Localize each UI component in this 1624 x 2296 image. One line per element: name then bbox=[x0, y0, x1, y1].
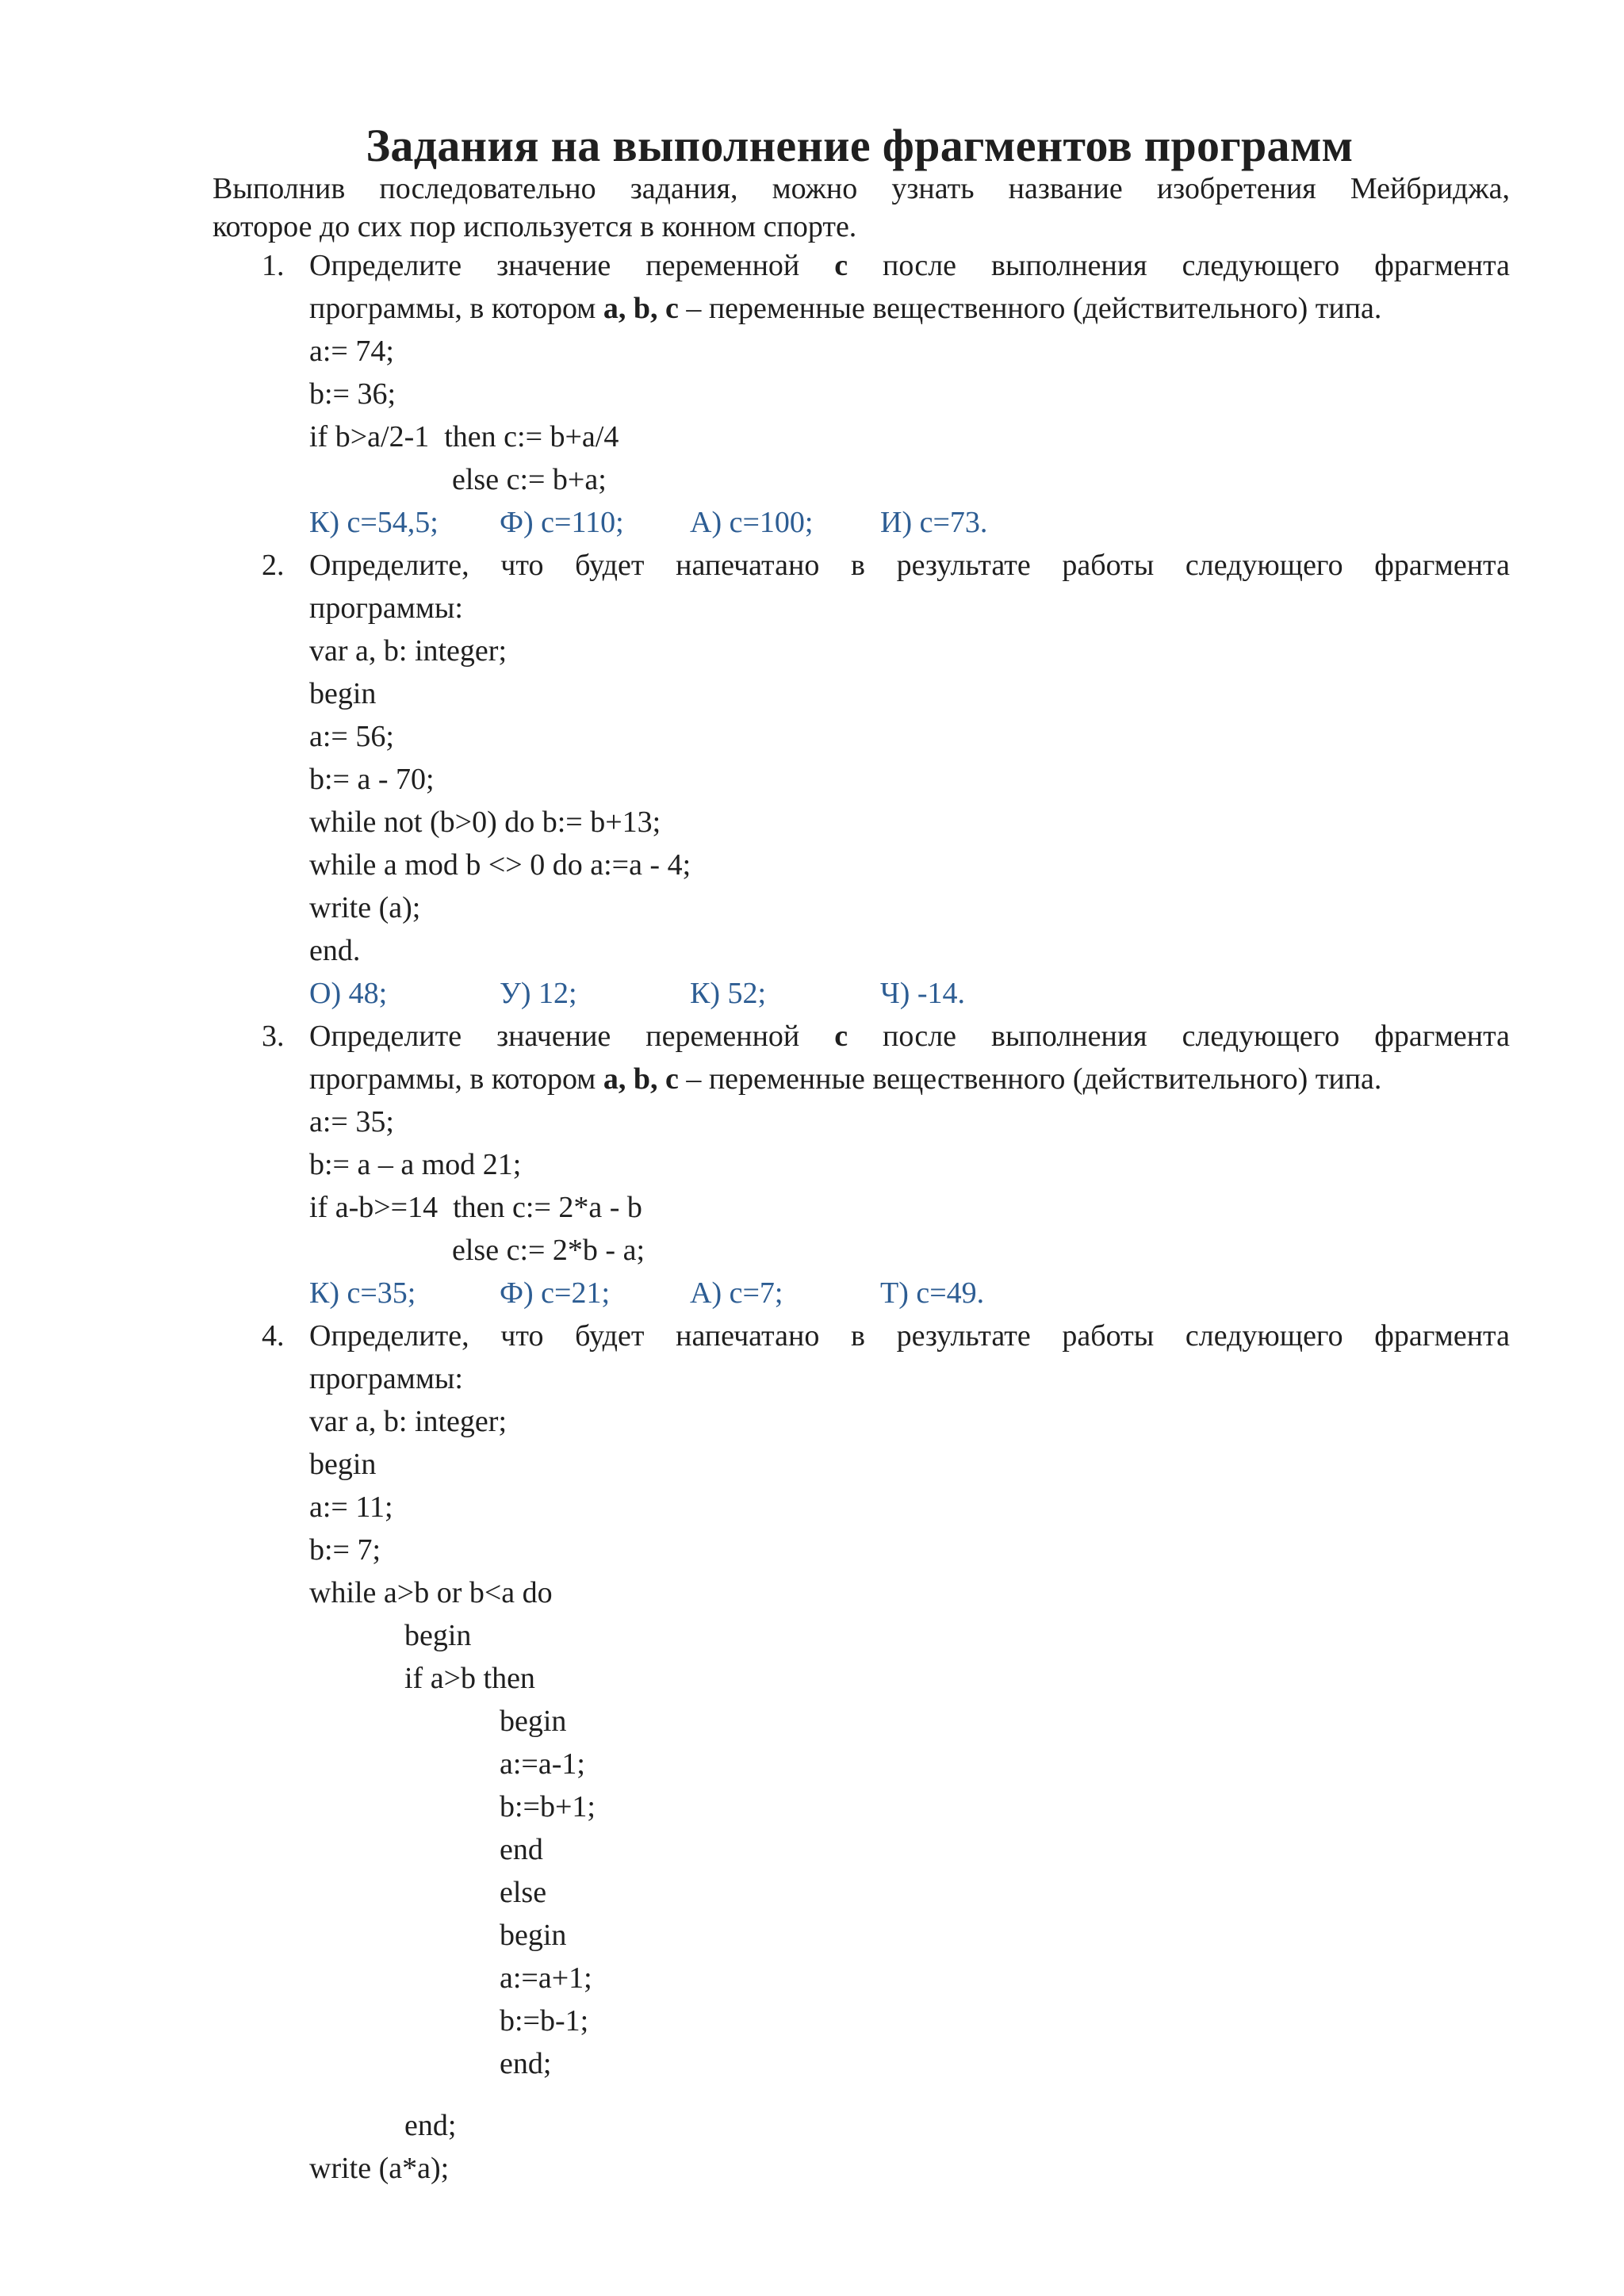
code-line: a:=a+1; bbox=[500, 1961, 592, 1995]
code-line: end; bbox=[404, 2109, 457, 2142]
code-line: begin bbox=[404, 1619, 472, 1652]
answer-option: А) c=7; bbox=[690, 1276, 783, 1310]
code-line: begin bbox=[500, 1919, 567, 1952]
task-number: 3. bbox=[262, 1020, 285, 1053]
code-line: end. bbox=[309, 934, 361, 967]
code-line: b:=b+1; bbox=[500, 1790, 596, 1823]
code-line: a:= 74; bbox=[309, 335, 394, 368]
code-line: a:= 11; bbox=[309, 1490, 393, 1524]
code-line: end; bbox=[500, 2047, 552, 2080]
answer-option: К) 52; bbox=[690, 977, 767, 1010]
task-text-line-1: Определите, что будет напечатано в результате работы следующего фрагмента bbox=[309, 549, 1510, 582]
task-text-line-2: программы, в котором a, b, c – переменные вещественного (действительного) типа. bbox=[309, 292, 1382, 325]
code-line: a:= 56; bbox=[309, 720, 394, 753]
answer-options bbox=[309, 1272, 1510, 1314]
code-line: else bbox=[500, 1876, 547, 1909]
code-line: begin bbox=[309, 1448, 377, 1481]
answer-options bbox=[309, 972, 1510, 1015]
task-number: 4. bbox=[262, 1319, 285, 1353]
code-line: while not (b>0) do b:= b+13; bbox=[309, 806, 661, 839]
code-line: else c:= 2*b - a; bbox=[452, 1234, 645, 1267]
page-title: Задания на выполнение фрагментов программ bbox=[366, 120, 1354, 171]
code-line: begin bbox=[500, 1705, 567, 1738]
code-line: b:= 36; bbox=[309, 377, 396, 411]
answer-option: У) 12; bbox=[500, 977, 577, 1010]
task-text-line-1: Определите, что будет напечатано в результате работы следующего фрагмента bbox=[309, 1319, 1510, 1353]
task-text-line-2: программы: bbox=[309, 1362, 463, 1395]
task-number: 2. bbox=[262, 549, 285, 582]
answer-option: О) 48; bbox=[309, 977, 388, 1010]
code-line: b:=b-1; bbox=[500, 2004, 589, 2038]
code-line: if a-b>=14 then c:= 2*a - b bbox=[309, 1191, 642, 1224]
code-line: a:=a-1; bbox=[500, 1747, 585, 1781]
code-line: b:= a – a mod 21; bbox=[309, 1148, 522, 1181]
code-line: while a mod b <> 0 do a:=a - 4; bbox=[309, 848, 691, 882]
answer-option: Ф) c=21; bbox=[500, 1276, 611, 1310]
answer-option: Т) c=49. bbox=[880, 1276, 985, 1310]
answer-option: И) c=73. bbox=[880, 506, 988, 539]
answer-option: К) c=35; bbox=[309, 1276, 416, 1310]
intro-line-2: которое до сих пор используется в конном спорте. bbox=[213, 210, 857, 243]
code-line: b:= 7; bbox=[309, 1533, 381, 1567]
intro-line-1: Выполнив последовательно задания, можно узнать название изобретения Мейбриджа, bbox=[213, 172, 1510, 205]
code-line: end bbox=[500, 1833, 543, 1866]
answer-option: К) c=54,5; bbox=[309, 506, 439, 539]
code-line: a:= 35; bbox=[309, 1105, 394, 1138]
intro-paragraph bbox=[213, 170, 1510, 246]
task-text-line-2: программы: bbox=[309, 591, 463, 625]
code-line: while a>b or b<a do bbox=[309, 1576, 553, 1609]
code-line: write (a); bbox=[309, 891, 421, 924]
answer-option: Ф) c=110; bbox=[500, 506, 624, 539]
code-line: var a, b: integer; bbox=[309, 1405, 508, 1438]
code-line: if b>a/2-1 then c:= b+a/4 bbox=[309, 420, 619, 453]
answer-options bbox=[309, 501, 1510, 544]
answer-option: Ч) -14. bbox=[880, 977, 966, 1010]
task-text-line-2: программы, в котором a, b, c – переменные вещественного (действительного) типа. bbox=[309, 1062, 1382, 1096]
task-text-line-1: Определите значение переменной c после выполнения следующего фрагмента bbox=[309, 249, 1511, 282]
task-text-line-1: Определите значение переменной c после выполнения следующего фрагмента bbox=[309, 1020, 1511, 1053]
task-number: 1. bbox=[262, 249, 285, 282]
code-line: if a>b then bbox=[404, 1662, 535, 1695]
code-line: else c:= b+a; bbox=[452, 463, 607, 496]
code-line: begin bbox=[309, 677, 377, 710]
code-line: b:= a - 70; bbox=[309, 763, 435, 796]
code-line: var a, b: integer; bbox=[309, 634, 508, 668]
answer-option: А) c=100; bbox=[690, 506, 814, 539]
code-line: write (a*a); bbox=[309, 2152, 450, 2185]
